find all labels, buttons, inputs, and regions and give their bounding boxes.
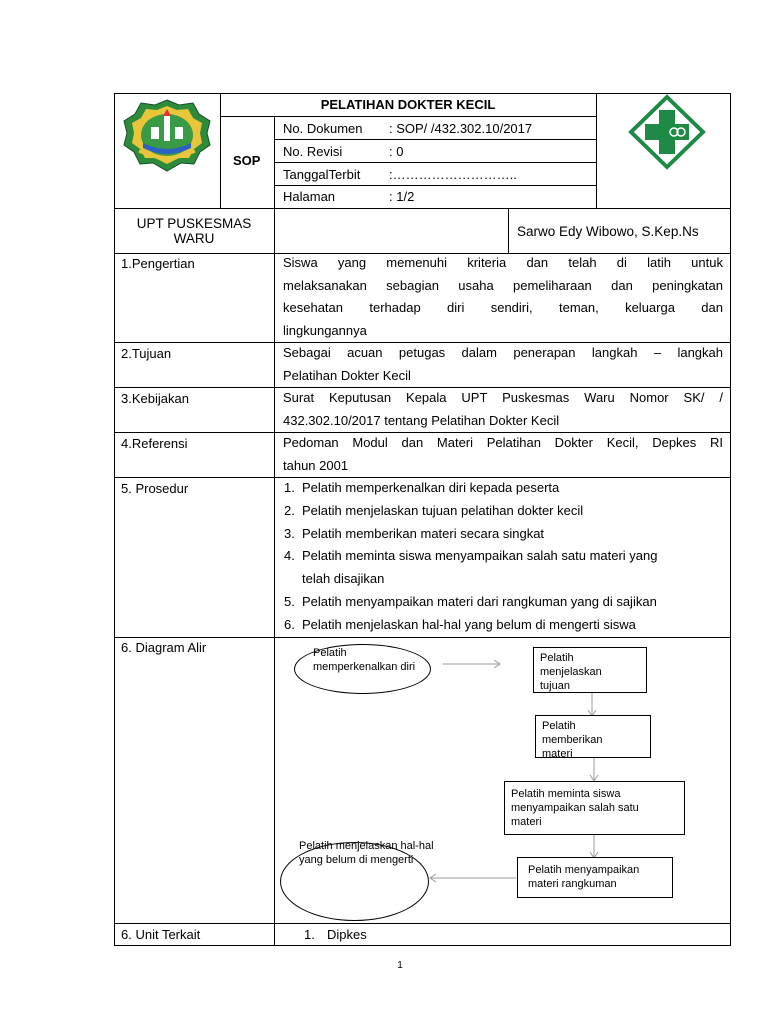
flow-node-meminta-siswa — [504, 781, 685, 835]
node-line: materi — [511, 816, 542, 828]
section-label-unit: 6. Unit Terkait — [121, 927, 201, 942]
page-label: Halaman — [283, 189, 336, 204]
step-number: 2. — [284, 502, 295, 518]
signatory-name: Sarwo Edy Wibowo, S.Kep.Ns — [517, 224, 699, 239]
revision-label: No. Revisi — [283, 144, 343, 159]
document-title: PELATIHAN DOKTER KECIL — [320, 97, 496, 112]
step-number: 6. — [284, 616, 295, 632]
flow-node-menjelaskan-tujuan — [533, 647, 647, 693]
step-text: Pelatih menjelaskan tujuan pelatihan dokter kecil — [302, 502, 584, 518]
step-number: 5. — [284, 593, 295, 609]
node-line: Pelatih — [313, 647, 347, 659]
step-text: Pelatih memperkenalkan diri kepada peserta — [302, 480, 560, 495]
node-line: memperkenalkan diri — [313, 661, 416, 673]
text-line: 432.302.10/2017 tentang Pelatihan Dokter Kecil — [283, 412, 560, 428]
text-line: Sebagai acuan petugas dalam penerapan langkah – langkah — [283, 345, 723, 360]
flow-start-text — [313, 646, 415, 674]
text-line: tahun 2001 — [283, 457, 349, 473]
node-line: menyampaikan salah satu — [511, 802, 639, 814]
node-line: tujuan — [540, 680, 570, 692]
section-label-diagram: 6. Diagram Alir — [121, 640, 207, 655]
flow-node-memberikan-materi — [535, 715, 651, 758]
section-label-referensi: 4.Referensi — [121, 436, 188, 451]
doc-number-value: : SOP/ /432.302.10/2017 — [389, 121, 533, 136]
text-line: lingkungannya — [283, 322, 367, 338]
node-line: memberikan — [542, 734, 603, 746]
node-line: Pelatih — [540, 652, 574, 664]
step-text: Pelatih memberikan materi secara singkat — [302, 525, 545, 541]
text-line: Surat Keputusan Kepala UPT Puskesmas Waru Nomor SK/ / — [283, 390, 723, 405]
flow-node-materi-rangkuman — [517, 857, 673, 898]
revision-value: : 0 — [389, 144, 404, 159]
section-label-prosedur: 5. Prosedur — [121, 481, 189, 496]
node-line: Pelatih meminta siswa — [511, 788, 621, 800]
section-label-kebijakan: 3.Kebijakan — [121, 391, 189, 406]
text-line: Pelatihan Dokter Kecil — [283, 367, 411, 383]
node-line: materi rangkuman — [528, 878, 617, 890]
node-line: materi — [542, 748, 573, 758]
flow-end-text — [299, 839, 434, 867]
issue-date-value: :……………………….. — [389, 167, 517, 182]
step-text: Pelatih menjelaskan hal-hal yang belum di mengerti siswa — [302, 616, 636, 632]
section-label-tujuan: 2.Tujuan — [121, 346, 172, 361]
unit-item-number: 1. — [304, 927, 315, 942]
step-number: 4. — [284, 548, 295, 564]
sop-label: SOP — [233, 153, 261, 168]
step-text: telah disajikan — [302, 571, 385, 587]
node-line: menjelaskan — [540, 666, 602, 678]
step-text: Pelatih menyampaikan materi dari rangkuman yang di sajikan — [302, 593, 657, 609]
org-name-line1: UPT PUSKESMAS — [136, 216, 252, 231]
page-number: 1 — [397, 960, 403, 971]
node-line: Pelatih menjelaskan hal-hal — [299, 840, 434, 852]
node-line: yang belum di mengerti — [299, 854, 414, 866]
step-number: 1. — [284, 480, 295, 495]
doc-number-label: No. Dokumen — [283, 121, 363, 136]
text-line: Siswa yang memenuhi kriteria dan telah di latih untuk — [283, 255, 723, 270]
text-line: Pedoman Modul dan Materi Pelatihan Dokter Kecil, Depkes RI — [283, 435, 723, 450]
text-line: melaksanakan sebagian usaha pemeliharaan dan peningkatan — [283, 277, 723, 293]
node-line: Pelatih — [542, 720, 576, 732]
step-text: Pelatih meminta siswa menyampaikan salah satu materi yang — [302, 548, 658, 564]
node-line: Pelatih menyampaikan — [528, 864, 640, 876]
page-value: : 1/2 — [389, 189, 415, 204]
issue-date-label: TanggalTerbit — [283, 167, 361, 182]
section-label-pengertian: 1.Pengertian — [121, 256, 195, 271]
unit-item-text: Dipkes — [327, 927, 367, 942]
org-name-line2: WARU — [173, 231, 215, 246]
step-number: 3. — [284, 525, 295, 541]
text-line: kesehatan terhadap diri sendiri, teman, keluarga dan — [283, 300, 723, 315]
